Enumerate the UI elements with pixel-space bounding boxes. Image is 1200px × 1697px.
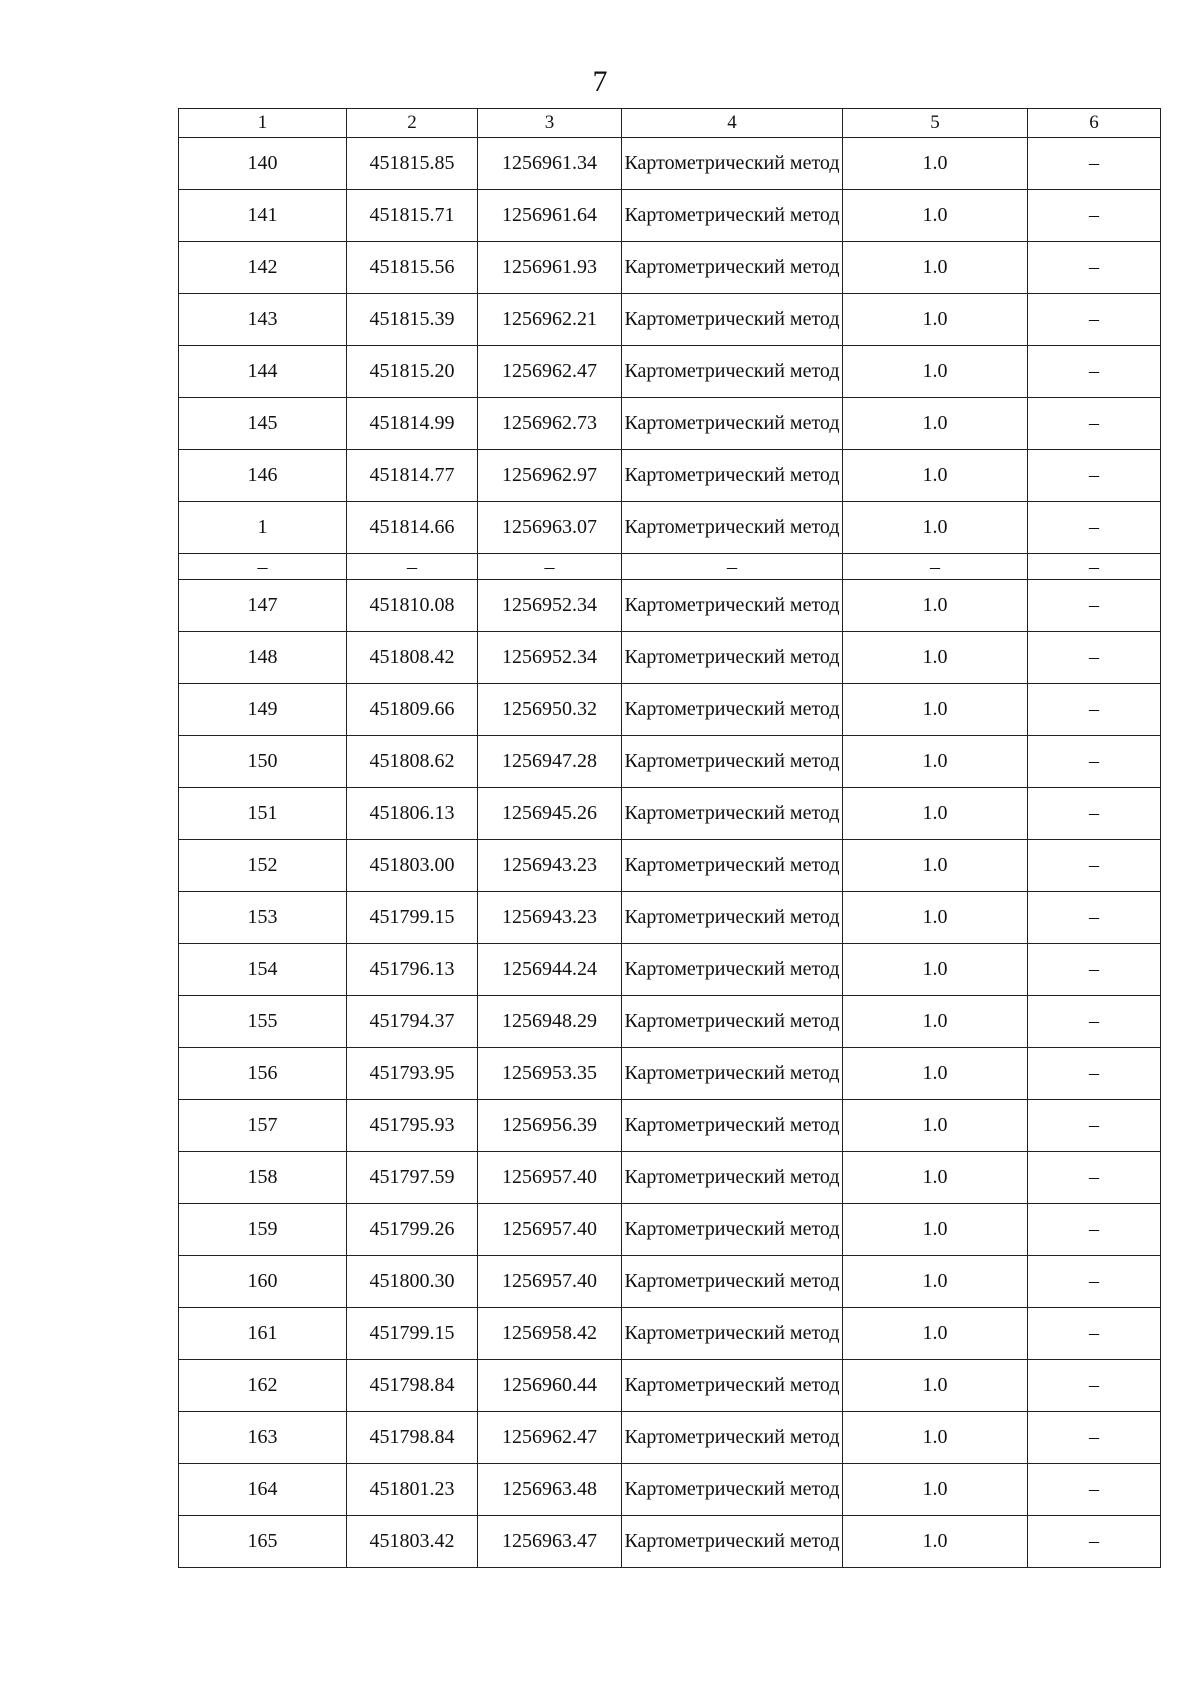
x-coordinate-cell: 451798.84	[347, 1360, 478, 1412]
method-cell: Картометрический метод	[622, 346, 843, 398]
note-cell: –	[1028, 736, 1161, 788]
point-number-cell: 144	[179, 346, 347, 398]
table-row	[179, 892, 1161, 944]
table-row	[179, 840, 1161, 892]
note-cell: –	[1028, 1204, 1161, 1256]
table-row	[179, 1256, 1161, 1308]
x-coordinate-cell: 451793.95	[347, 1048, 478, 1100]
y-coordinate-cell: 1256961.34	[478, 138, 622, 190]
note-cell: –	[1028, 788, 1161, 840]
table-header-row	[179, 109, 1161, 138]
table-row	[179, 138, 1161, 190]
note-cell: –	[1028, 294, 1161, 346]
y-coordinate-cell: 1256963.07	[478, 502, 622, 554]
accuracy-cell: 1.0	[843, 996, 1028, 1048]
y-coordinate-cell: 1256943.23	[478, 840, 622, 892]
method-cell: Картометрический метод	[622, 1308, 843, 1360]
table-body	[179, 109, 1161, 1568]
x-coordinate-cell: 451806.13	[347, 788, 478, 840]
x-coordinate-cell: 451803.42	[347, 1516, 478, 1568]
note-cell: –	[1028, 892, 1161, 944]
accuracy-cell: 1.0	[843, 190, 1028, 242]
table-row	[179, 996, 1161, 1048]
y-coordinate-cell: 1256962.47	[478, 1412, 622, 1464]
table-row	[179, 242, 1161, 294]
point-number-cell: 148	[179, 632, 347, 684]
y-coordinate-cell: 1256962.47	[478, 346, 622, 398]
table-row	[179, 1412, 1161, 1464]
table-row	[179, 684, 1161, 736]
note-cell: –	[1028, 398, 1161, 450]
note-cell: –	[1028, 1152, 1161, 1204]
header-cell: 2	[347, 109, 478, 138]
table-row	[179, 398, 1161, 450]
note-cell: –	[1028, 1516, 1161, 1568]
method-cell: Картометрический метод	[622, 944, 843, 996]
table-row	[179, 1360, 1161, 1412]
table-row	[179, 1308, 1161, 1360]
accuracy-cell: 1.0	[843, 1256, 1028, 1308]
accuracy-cell: 1.0	[843, 1360, 1028, 1412]
y-coordinate-cell: 1256953.35	[478, 1048, 622, 1100]
point-number-cell: 160	[179, 1256, 347, 1308]
note-cell: –	[1028, 996, 1161, 1048]
accuracy-cell: 1.0	[843, 138, 1028, 190]
point-number-cell: 151	[179, 788, 347, 840]
accuracy-cell: 1.0	[843, 580, 1028, 632]
accuracy-cell: 1.0	[843, 346, 1028, 398]
point-number-cell: 157	[179, 1100, 347, 1152]
header-cell: 5	[843, 109, 1028, 138]
method-cell: Картометрический метод	[622, 1204, 843, 1256]
note-cell: –	[1028, 242, 1161, 294]
x-coordinate-cell: 451815.56	[347, 242, 478, 294]
x-coordinate-cell: 451815.39	[347, 294, 478, 346]
y-coordinate-cell: 1256957.40	[478, 1152, 622, 1204]
point-number-cell: 150	[179, 736, 347, 788]
table-row	[179, 450, 1161, 502]
point-number-cell: 154	[179, 944, 347, 996]
x-coordinate-cell: 451814.66	[347, 502, 478, 554]
x-coordinate-cell: 451814.77	[347, 450, 478, 502]
y-coordinate-cell: 1256962.97	[478, 450, 622, 502]
point-number-cell: 147	[179, 580, 347, 632]
accuracy-cell: 1.0	[843, 1100, 1028, 1152]
note-cell: –	[1028, 684, 1161, 736]
y-coordinate-cell: 1256944.24	[478, 944, 622, 996]
table-row	[179, 190, 1161, 242]
method-cell: Картометрический метод	[622, 1516, 843, 1568]
y-coordinate-cell: 1256952.34	[478, 580, 622, 632]
accuracy-cell: 1.0	[843, 788, 1028, 840]
note-cell: –	[1028, 632, 1161, 684]
y-coordinate-cell: 1256962.73	[478, 398, 622, 450]
point-number-cell: 141	[179, 190, 347, 242]
method-cell: Картометрический метод	[622, 450, 843, 502]
table-row	[179, 294, 1161, 346]
note-cell: –	[1028, 1360, 1161, 1412]
coordinates-table	[178, 108, 1161, 1568]
method-cell: Картометрический метод	[622, 1256, 843, 1308]
accuracy-cell: 1.0	[843, 1412, 1028, 1464]
note-cell: –	[1028, 138, 1161, 190]
accuracy-cell: 1.0	[843, 1204, 1028, 1256]
x-coordinate-cell: 451794.37	[347, 996, 478, 1048]
note-cell: –	[1028, 190, 1161, 242]
x-coordinate-cell: 451815.85	[347, 138, 478, 190]
x-coordinate-cell: 451795.93	[347, 1100, 478, 1152]
accuracy-cell: 1.0	[843, 1464, 1028, 1516]
method-cell: Картометрический метод	[622, 684, 843, 736]
accuracy-cell: 1.0	[843, 1516, 1028, 1568]
x-coordinate-cell: 451798.84	[347, 1412, 478, 1464]
method-cell: Картометрический метод	[622, 1100, 843, 1152]
note-cell: –	[1028, 554, 1161, 580]
table-row	[179, 346, 1161, 398]
method-cell: Картометрический метод	[622, 1048, 843, 1100]
method-cell: Картометрический метод	[622, 892, 843, 944]
point-number-cell: 164	[179, 1464, 347, 1516]
y-coordinate-cell: 1256958.42	[478, 1308, 622, 1360]
y-coordinate-cell: 1256950.32	[478, 684, 622, 736]
accuracy-cell: 1.0	[843, 684, 1028, 736]
x-coordinate-cell: 451799.15	[347, 892, 478, 944]
point-number-cell: 162	[179, 1360, 347, 1412]
accuracy-cell: 1.0	[843, 502, 1028, 554]
x-coordinate-cell: –	[347, 554, 478, 580]
point-number-cell: 149	[179, 684, 347, 736]
method-cell: Картометрический метод	[622, 1360, 843, 1412]
accuracy-cell: 1.0	[843, 450, 1028, 502]
point-number-cell: –	[179, 554, 347, 580]
header-cell: 4	[622, 109, 843, 138]
accuracy-cell: 1.0	[843, 840, 1028, 892]
note-cell: –	[1028, 1100, 1161, 1152]
table-row	[179, 1516, 1161, 1568]
y-coordinate-cell: 1256948.29	[478, 996, 622, 1048]
x-coordinate-cell: 451810.08	[347, 580, 478, 632]
point-number-cell: 146	[179, 450, 347, 502]
y-coordinate-cell: 1256945.26	[478, 788, 622, 840]
method-cell: Картометрический метод	[622, 580, 843, 632]
method-cell: Картометрический метод	[622, 632, 843, 684]
method-cell: Картометрический метод	[622, 736, 843, 788]
note-cell: –	[1028, 450, 1161, 502]
table-row	[179, 1048, 1161, 1100]
x-coordinate-cell: 451815.20	[347, 346, 478, 398]
note-cell: –	[1028, 840, 1161, 892]
y-coordinate-cell: 1256943.23	[478, 892, 622, 944]
x-coordinate-cell: 451814.99	[347, 398, 478, 450]
table-row	[179, 1152, 1161, 1204]
method-cell: Картометрический метод	[622, 242, 843, 294]
method-cell: Картометрический метод	[622, 294, 843, 346]
y-coordinate-cell: 1256947.28	[478, 736, 622, 788]
table-row	[179, 580, 1161, 632]
y-coordinate-cell: 1256963.47	[478, 1516, 622, 1568]
y-coordinate-cell: 1256957.40	[478, 1204, 622, 1256]
method-cell: Картометрический метод	[622, 190, 843, 242]
header-cell: 3	[478, 109, 622, 138]
note-cell: –	[1028, 1412, 1161, 1464]
accuracy-cell: 1.0	[843, 1152, 1028, 1204]
method-cell: Картометрический метод	[622, 996, 843, 1048]
note-cell: –	[1028, 346, 1161, 398]
accuracy-cell: 1.0	[843, 736, 1028, 788]
method-cell: Картометрический метод	[622, 1464, 843, 1516]
x-coordinate-cell: 451803.00	[347, 840, 478, 892]
table-row	[179, 736, 1161, 788]
x-coordinate-cell: 451799.15	[347, 1308, 478, 1360]
point-number-cell: 153	[179, 892, 347, 944]
y-coordinate-cell: 1256952.34	[478, 632, 622, 684]
note-cell: –	[1028, 1256, 1161, 1308]
method-cell: Картометрический метод	[622, 788, 843, 840]
page-number: 7	[592, 65, 608, 98]
point-number-cell: 152	[179, 840, 347, 892]
x-coordinate-cell: 451808.42	[347, 632, 478, 684]
y-coordinate-cell: 1256961.93	[478, 242, 622, 294]
header-cell: 1	[179, 109, 347, 138]
x-coordinate-cell: 451815.71	[347, 190, 478, 242]
point-number-cell: 161	[179, 1308, 347, 1360]
x-coordinate-cell: 451796.13	[347, 944, 478, 996]
x-coordinate-cell: 451797.59	[347, 1152, 478, 1204]
y-coordinate-cell: 1256956.39	[478, 1100, 622, 1152]
point-number-cell: 156	[179, 1048, 347, 1100]
note-cell: –	[1028, 944, 1161, 996]
y-coordinate-cell: 1256960.44	[478, 1360, 622, 1412]
x-coordinate-cell: 451800.30	[347, 1256, 478, 1308]
point-number-cell: 140	[179, 138, 347, 190]
separator-row	[179, 554, 1161, 580]
method-cell: Картометрический метод	[622, 840, 843, 892]
table-row	[179, 1204, 1161, 1256]
method-cell: Картометрический метод	[622, 502, 843, 554]
table-row	[179, 632, 1161, 684]
point-number-cell: 165	[179, 1516, 347, 1568]
accuracy-cell: 1.0	[843, 398, 1028, 450]
method-cell: –	[622, 554, 843, 580]
table-row	[179, 502, 1161, 554]
accuracy-cell: 1.0	[843, 632, 1028, 684]
table-row	[179, 944, 1161, 996]
table-row	[179, 1100, 1161, 1152]
note-cell: –	[1028, 1048, 1161, 1100]
point-number-cell: 143	[179, 294, 347, 346]
y-coordinate-cell: 1256957.40	[478, 1256, 622, 1308]
method-cell: Картометрический метод	[622, 1152, 843, 1204]
note-cell: –	[1028, 502, 1161, 554]
x-coordinate-cell: 451809.66	[347, 684, 478, 736]
point-number-cell: 163	[179, 1412, 347, 1464]
y-coordinate-cell: 1256963.48	[478, 1464, 622, 1516]
table-row	[179, 1464, 1161, 1516]
x-coordinate-cell: 451799.26	[347, 1204, 478, 1256]
header-cell: 6	[1028, 109, 1161, 138]
accuracy-cell: 1.0	[843, 944, 1028, 996]
note-cell: –	[1028, 1308, 1161, 1360]
point-number-cell: 158	[179, 1152, 347, 1204]
accuracy-cell: –	[843, 554, 1028, 580]
point-number-cell: 145	[179, 398, 347, 450]
x-coordinate-cell: 451801.23	[347, 1464, 478, 1516]
method-cell: Картометрический метод	[622, 138, 843, 190]
point-number-cell: 159	[179, 1204, 347, 1256]
note-cell: –	[1028, 1464, 1161, 1516]
accuracy-cell: 1.0	[843, 294, 1028, 346]
method-cell: Картометрический метод	[622, 398, 843, 450]
note-cell: –	[1028, 580, 1161, 632]
table-row	[179, 788, 1161, 840]
accuracy-cell: 1.0	[843, 1048, 1028, 1100]
method-cell: Картометрический метод	[622, 1412, 843, 1464]
y-coordinate-cell: –	[478, 554, 622, 580]
y-coordinate-cell: 1256961.64	[478, 190, 622, 242]
accuracy-cell: 1.0	[843, 242, 1028, 294]
point-number-cell: 155	[179, 996, 347, 1048]
point-number-cell: 142	[179, 242, 347, 294]
point-number-cell: 1	[179, 502, 347, 554]
accuracy-cell: 1.0	[843, 1308, 1028, 1360]
accuracy-cell: 1.0	[843, 892, 1028, 944]
x-coordinate-cell: 451808.62	[347, 736, 478, 788]
y-coordinate-cell: 1256962.21	[478, 294, 622, 346]
